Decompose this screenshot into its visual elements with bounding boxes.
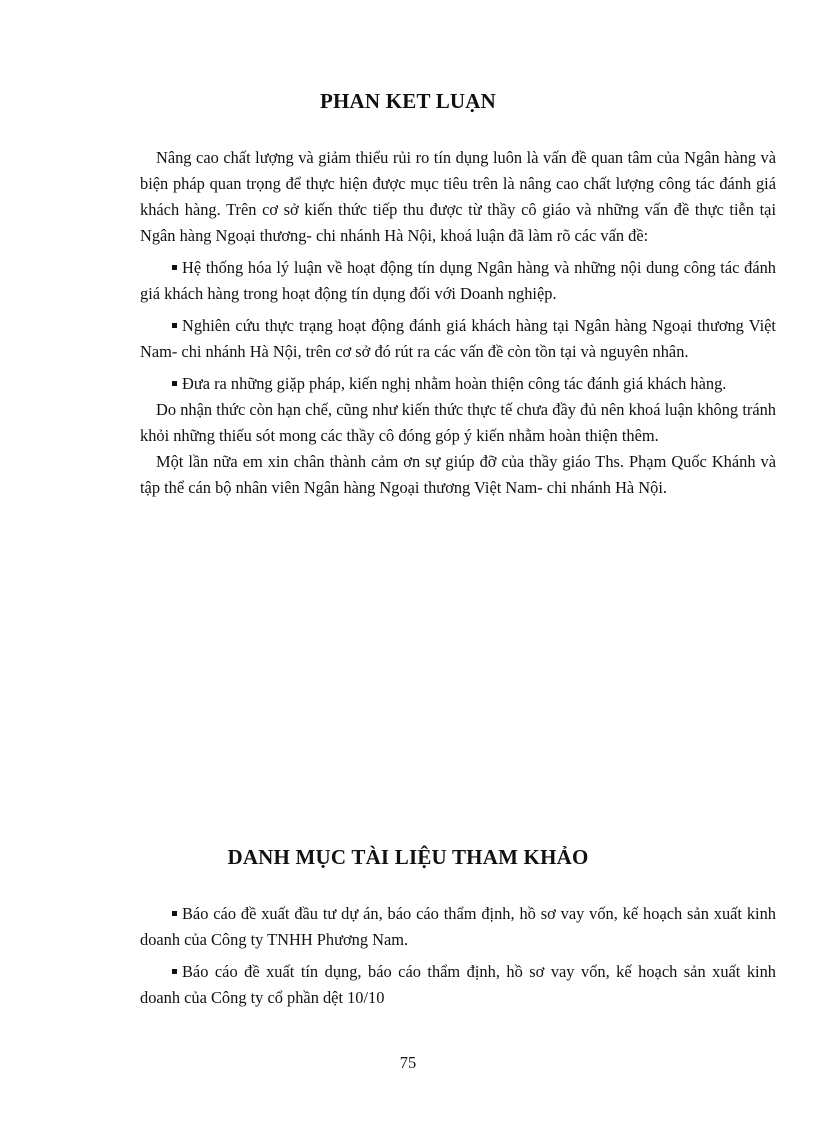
conclusion-bullet-text: Hệ thống hóa lý luận về hoạt động tín dụng Ngân hàng và những nội dung công tác đánh giá khách hàng trong hoạt động tín dụng đối với Doanh nghiệp. (140, 258, 776, 303)
conclusion-bullet-item (140, 371, 776, 397)
reference-item (140, 901, 776, 953)
square-bullet-icon (172, 265, 177, 270)
conclusion-bullet-text: Nghiên cứu thực trạng hoạt động đánh giá khách hàng tại Ngân hàng Ngoại thương Việt Nam- chi nhánh Hà Nội, trên cơ sở đó rút ra các vấn đề còn tồn tại và nguyên nhân. (140, 316, 776, 361)
square-bullet-icon (172, 911, 177, 916)
references-list (140, 901, 776, 1011)
reference-item (140, 959, 776, 1011)
reference-text: Báo cáo đề xuất đầu tư dự án, báo cáo thẩm định, hồ sơ vay vốn, kế hoạch sản xuất kinh doanh của Công ty TNHH Phương Nam. (140, 904, 776, 949)
conclusion-bullet-item (140, 255, 776, 307)
conclusion-paragraph-limitations: Do nhận thức còn hạn chế, cũng như kiến thức thực tế chưa đầy đủ nên khoá luận không tránh khỏi những thiếu sót mong các thầy cô đóng góp ý kiến nhằm hoàn thiện thêm. (140, 400, 776, 445)
square-bullet-icon (172, 381, 177, 386)
conclusion-heading: PHAN KET LUẠN (319, 89, 497, 113)
conclusion-paragraph-thanks: Một lần nữa em xin chân thành cảm ơn sự giúp đỡ của thầy giáo Ths. Phạm Quốc Khánh và tập thể cán bộ nhân viên Ngân hàng Ngoại thương Việt Nam- chi nhánh Hà Nội. (140, 452, 776, 497)
square-bullet-icon (172, 323, 177, 328)
reference-text: Báo cáo đề xuất tín dụng, báo cáo thẩm định, hồ sơ vay vốn, kế hoạch sản xuất kinh doanh của Công ty cổ phần dệt 10/10 (140, 962, 776, 1007)
square-bullet-icon (172, 969, 177, 974)
page-number: 75 (399, 1053, 417, 1072)
conclusion-intro-paragraph: Nâng cao chất lượng và giảm thiểu rủi ro tín dụng luôn là vấn đề quan tâm của Ngân hàng và biện pháp quan trọng để thực hiện được mục tiêu trên là nâng cao chất lượng công tác đánh giá khách hàng. Trên cơ sở kiến thức tiếp thu được từ thầy cô giáo và những vấn đề thực tiễn tại Ngân hàng Ngoại thương- chi nhánh Hà Nội, khoá luận đã làm rõ các vấn đề: (140, 148, 776, 245)
references-heading: DANH MỤC TÀI LIỆU THAM KHẢO (227, 845, 589, 869)
conclusion-body (140, 145, 776, 501)
conclusion-bullet-text: Đưa ra những giặp pháp, kiến nghị nhằm hoàn thiện công tác đánh giá khách hàng. (182, 374, 727, 393)
conclusion-bullet-item (140, 313, 776, 365)
